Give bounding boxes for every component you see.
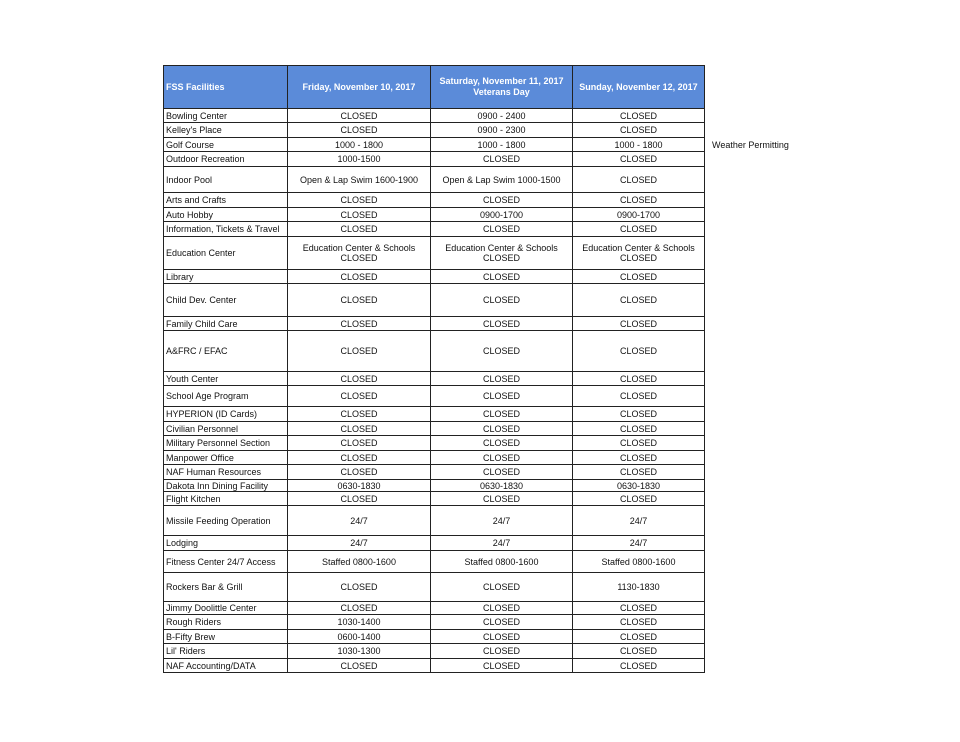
day-date: November 11, 2017 bbox=[482, 76, 564, 86]
hours-text: CLOSED bbox=[619, 271, 657, 282]
hours-text: CLOSED bbox=[340, 409, 378, 419]
hours-text: CLOSED bbox=[619, 631, 657, 642]
hours-cell bbox=[288, 193, 431, 208]
hours-text: CLOSED bbox=[619, 253, 657, 263]
hours-text: CLOSED bbox=[340, 295, 378, 305]
facility-name: HYPERION (ID Cards) bbox=[164, 407, 288, 422]
hours-cell bbox=[288, 237, 431, 270]
hours-text: CLOSED bbox=[619, 617, 657, 627]
hours-text: CLOSED bbox=[340, 660, 378, 671]
hours-cell bbox=[573, 492, 705, 506]
facility-name: Child Dev. Center bbox=[164, 284, 288, 317]
facility-name: School Age Program bbox=[164, 386, 288, 407]
facility-name: Youth Center bbox=[164, 372, 288, 386]
hours-cell bbox=[288, 615, 431, 630]
hours-text: CLOSED bbox=[340, 452, 378, 463]
table-row bbox=[164, 123, 705, 138]
hours-text: CLOSED bbox=[482, 617, 520, 627]
hours-text: CLOSED bbox=[482, 467, 520, 477]
facility-name: Civilian Personnel bbox=[164, 422, 288, 436]
hours-text: CLOSED bbox=[482, 195, 520, 205]
hours-text: CLOSED bbox=[619, 493, 657, 504]
hours-text: CLOSED bbox=[619, 125, 657, 135]
hours-text: CLOSED bbox=[619, 438, 657, 448]
hours-text: CLOSED bbox=[482, 646, 520, 656]
hours-cell bbox=[288, 372, 431, 386]
hours-cell bbox=[573, 167, 705, 193]
hours-text: CLOSED bbox=[340, 195, 378, 205]
hours-text: CLOSED bbox=[340, 373, 378, 384]
day-date: November 12, 2017 bbox=[616, 81, 698, 92]
hours-text: CLOSED bbox=[482, 603, 520, 613]
table-row bbox=[164, 317, 705, 331]
hours-cell bbox=[431, 284, 573, 317]
hours-text: Staffed 0800-1600 bbox=[464, 556, 539, 567]
hours-cell bbox=[573, 506, 705, 536]
hours-text: CLOSED bbox=[340, 603, 378, 613]
hours-cell bbox=[431, 480, 573, 492]
table-row bbox=[164, 331, 705, 372]
table-row bbox=[164, 644, 705, 659]
facility-name: Indoor Pool bbox=[164, 167, 288, 193]
hours-text: CLOSED bbox=[619, 346, 657, 356]
hours-text: CLOSED bbox=[482, 295, 520, 305]
hours-cell bbox=[288, 630, 431, 644]
hours-text: CLOSED bbox=[482, 582, 520, 592]
hours-cell bbox=[573, 630, 705, 644]
table-row bbox=[164, 451, 705, 465]
hours-text: CLOSED bbox=[619, 467, 657, 477]
table-body bbox=[164, 109, 705, 673]
header-row bbox=[164, 66, 705, 109]
hours-text: CLOSED bbox=[482, 154, 520, 164]
hours-cell bbox=[573, 123, 705, 138]
table-row bbox=[164, 193, 705, 208]
hours-cell bbox=[431, 506, 573, 536]
hours-text: CLOSED bbox=[619, 174, 657, 185]
hours-text: 0900-1700 bbox=[479, 209, 524, 220]
hours-cell bbox=[288, 222, 431, 237]
day-holiday: Veterans Day bbox=[473, 87, 530, 97]
hours-text: CLOSED bbox=[340, 423, 378, 434]
hours-text: CLOSED bbox=[482, 423, 520, 434]
hours-text: Staffed 0800-1600 bbox=[601, 556, 676, 567]
hours-cell bbox=[431, 573, 573, 602]
hours-cell bbox=[288, 138, 431, 152]
hours-text: CLOSED bbox=[619, 224, 657, 234]
hours-cell bbox=[288, 284, 431, 317]
hours-text: 24/7 bbox=[492, 538, 511, 548]
table-row bbox=[164, 167, 705, 193]
weather-note: Weather Permitting bbox=[712, 140, 789, 150]
hours-text: CLOSED bbox=[619, 154, 657, 164]
hours-cell bbox=[431, 422, 573, 436]
hours-cell bbox=[573, 222, 705, 237]
hours-text: CLOSED bbox=[482, 660, 520, 671]
hours-cell bbox=[573, 138, 705, 152]
hours-text: Open & Lap Swim 1000-1500 bbox=[442, 174, 561, 185]
table-row bbox=[164, 602, 705, 615]
table-row bbox=[164, 109, 705, 123]
facility-name: NAF Human Resources bbox=[164, 465, 288, 480]
hours-text: 1000 - 1800 bbox=[477, 139, 526, 150]
hours-cell bbox=[288, 422, 431, 436]
hours-text: 24/7 bbox=[350, 515, 368, 526]
hours-text: CLOSED bbox=[482, 438, 520, 448]
hours-text: CLOSED bbox=[340, 582, 378, 592]
hours-cell bbox=[288, 492, 431, 506]
hours-text: CLOSED bbox=[482, 318, 520, 329]
hours-cell bbox=[431, 109, 573, 123]
hours-cell bbox=[573, 659, 705, 673]
hours-text: CLOSED bbox=[340, 318, 378, 329]
hours-text: 1130-1830 bbox=[617, 582, 660, 592]
hours-cell bbox=[431, 331, 573, 372]
hours-text: Open & Lap Swim 1600-1900 bbox=[299, 174, 419, 185]
hours-text: 24/7 bbox=[629, 515, 648, 526]
hours-cell bbox=[431, 193, 573, 208]
hours-cell bbox=[573, 407, 705, 422]
table-row bbox=[164, 386, 705, 407]
hours-cell bbox=[288, 465, 431, 480]
hours-cell bbox=[573, 386, 705, 407]
hours-cell bbox=[288, 208, 431, 222]
hours-cell bbox=[573, 573, 705, 602]
hours-text: CLOSED bbox=[482, 346, 520, 356]
hours-text: CLOSED bbox=[619, 452, 657, 463]
facility-name: Arts and Crafts bbox=[164, 193, 288, 208]
hours-cell bbox=[431, 407, 573, 422]
hours-text: Education Center & Schools bbox=[582, 243, 695, 253]
hours-cell bbox=[431, 615, 573, 630]
day-column-header bbox=[288, 66, 431, 109]
hours-text: CLOSED bbox=[340, 391, 378, 401]
table-row bbox=[164, 138, 705, 152]
hours-text: 0900-1700 bbox=[616, 209, 661, 220]
hours-cell bbox=[431, 138, 573, 152]
hours-cell bbox=[288, 506, 431, 536]
facility-name: Fitness Center 24/7 Access bbox=[164, 551, 288, 573]
hours-text: Education Center & Schools bbox=[445, 243, 558, 253]
hours-cell bbox=[288, 480, 431, 492]
table-row bbox=[164, 615, 705, 630]
day-column-header bbox=[573, 66, 705, 109]
hours-text: CLOSED bbox=[340, 209, 378, 220]
hours-text: CLOSED bbox=[619, 423, 657, 434]
hours-text: 0630-1830 bbox=[616, 480, 661, 491]
hours-text: Education Center & Schools bbox=[302, 243, 416, 253]
hours-cell bbox=[431, 451, 573, 465]
hours-text: CLOSED bbox=[340, 224, 378, 234]
hours-cell bbox=[288, 331, 431, 372]
hours-cell bbox=[573, 109, 705, 123]
hours-cell bbox=[288, 436, 431, 451]
hours-text: CLOSED bbox=[619, 195, 657, 205]
facility-name: Lodging bbox=[164, 536, 288, 551]
hours-cell bbox=[431, 436, 573, 451]
hours-cell bbox=[431, 317, 573, 331]
hours-cell bbox=[431, 152, 573, 167]
hours-cell bbox=[431, 372, 573, 386]
hours-cell bbox=[288, 123, 431, 138]
hours-cell bbox=[288, 167, 431, 193]
hours-text: 1000-1500 bbox=[337, 154, 381, 164]
hours-text: 1000 - 1800 bbox=[334, 139, 384, 150]
facility-column-header: FSS Facilities bbox=[164, 66, 288, 109]
hours-text: 0900 - 2300 bbox=[477, 125, 526, 135]
table-row bbox=[164, 480, 705, 492]
hours-cell bbox=[573, 644, 705, 659]
hours-cell bbox=[573, 615, 705, 630]
hours-cell bbox=[573, 284, 705, 317]
day-column-header bbox=[431, 66, 573, 109]
hours-cell bbox=[573, 317, 705, 331]
table-row bbox=[164, 284, 705, 317]
hours-text: CLOSED bbox=[340, 125, 378, 135]
hours-cell bbox=[573, 237, 705, 270]
day-name: Saturday, bbox=[439, 76, 480, 86]
hours-cell bbox=[288, 152, 431, 167]
hours-cell bbox=[573, 480, 705, 492]
hours-cell bbox=[288, 270, 431, 284]
day-name: Sunday, bbox=[579, 81, 614, 92]
hours-text: CLOSED bbox=[340, 253, 378, 263]
hours-cell bbox=[431, 492, 573, 506]
hours-cell bbox=[573, 551, 705, 573]
hours-table bbox=[163, 65, 705, 673]
hours-text: CLOSED bbox=[619, 603, 657, 613]
hours-text: 0600-1400 bbox=[337, 631, 381, 642]
hours-cell bbox=[288, 317, 431, 331]
table-row bbox=[164, 506, 705, 536]
hours-text: CLOSED bbox=[340, 467, 378, 477]
hours-cell bbox=[431, 536, 573, 551]
hours-text: CLOSED bbox=[482, 373, 520, 384]
table-row bbox=[164, 573, 705, 602]
hours-cell bbox=[573, 436, 705, 451]
table-row bbox=[164, 407, 705, 422]
hours-cell bbox=[431, 208, 573, 222]
hours-text: 24/7 bbox=[492, 515, 511, 526]
hours-text: CLOSED bbox=[482, 409, 520, 419]
hours-cell bbox=[573, 602, 705, 615]
facility-name: B-Fifty Brew bbox=[164, 630, 288, 644]
hours-text: 24/7 bbox=[629, 538, 648, 548]
hours-text: CLOSED bbox=[482, 452, 520, 463]
hours-text: CLOSED bbox=[619, 646, 657, 656]
hours-cell bbox=[431, 602, 573, 615]
facility-name: Golf Course bbox=[164, 138, 288, 152]
hours-cell bbox=[288, 386, 431, 407]
hours-text: CLOSED bbox=[619, 110, 657, 121]
facility-name: A&FRC / EFAC bbox=[164, 331, 288, 372]
table-row bbox=[164, 422, 705, 436]
hours-text: 0900 - 2400 bbox=[477, 110, 526, 121]
hours-cell bbox=[288, 109, 431, 123]
table-row bbox=[164, 237, 705, 270]
facility-name: Information, Tickets & Travel bbox=[164, 222, 288, 237]
hours-cell bbox=[573, 208, 705, 222]
hours-cell bbox=[573, 451, 705, 465]
hours-cell bbox=[431, 167, 573, 193]
hours-text: CLOSED bbox=[482, 224, 520, 234]
table-row bbox=[164, 372, 705, 386]
table-row bbox=[164, 492, 705, 506]
hours-text: CLOSED bbox=[482, 391, 520, 401]
hours-text: 1000 - 1800 bbox=[614, 139, 663, 150]
table-row bbox=[164, 659, 705, 673]
table-row bbox=[164, 152, 705, 167]
day-name: Friday, bbox=[302, 81, 332, 92]
table-row bbox=[164, 208, 705, 222]
hours-cell bbox=[288, 602, 431, 615]
facility-name: Auto Hobby bbox=[164, 208, 288, 222]
hours-text: CLOSED bbox=[340, 271, 378, 282]
facility-name: Flight Kitchen bbox=[164, 492, 288, 506]
hours-cell bbox=[431, 465, 573, 480]
day-date: November 10, 2017 bbox=[333, 81, 416, 92]
hours-text: CLOSED bbox=[482, 271, 520, 282]
hours-text: CLOSED bbox=[619, 295, 657, 305]
hours-cell bbox=[288, 536, 431, 551]
facility-name: Missile Feeding Operation bbox=[164, 506, 288, 536]
table-row bbox=[164, 270, 705, 284]
hours-text: CLOSED bbox=[482, 493, 520, 504]
hours-cell bbox=[573, 331, 705, 372]
hours-cell bbox=[573, 536, 705, 551]
hours-cell bbox=[431, 551, 573, 573]
hours-cell bbox=[573, 465, 705, 480]
hours-cell bbox=[573, 193, 705, 208]
hours-text: CLOSED bbox=[340, 346, 378, 356]
hours-text: 1030-1400 bbox=[337, 617, 381, 627]
hours-cell bbox=[573, 422, 705, 436]
facility-name: Education Center bbox=[164, 237, 288, 270]
hours-text: CLOSED bbox=[340, 493, 378, 504]
hours-cell bbox=[288, 451, 431, 465]
facility-name: Bowling Center bbox=[164, 109, 288, 123]
facility-name: Manpower Office bbox=[164, 451, 288, 465]
hours-cell bbox=[431, 237, 573, 270]
hours-text: CLOSED bbox=[340, 438, 378, 448]
hours-cell bbox=[288, 551, 431, 573]
facility-name: Rough Riders bbox=[164, 615, 288, 630]
facility-name: Lil' Riders bbox=[164, 644, 288, 659]
hours-text: CLOSED bbox=[619, 318, 657, 329]
facility-name: Military Personnel Section bbox=[164, 436, 288, 451]
table-row bbox=[164, 465, 705, 480]
facility-name: Family Child Care bbox=[164, 317, 288, 331]
hours-cell bbox=[573, 152, 705, 167]
hours-cell bbox=[288, 573, 431, 602]
hours-cell bbox=[288, 644, 431, 659]
hours-cell bbox=[288, 407, 431, 422]
hours-text: 1030-1300 bbox=[337, 646, 381, 656]
hours-cell bbox=[288, 659, 431, 673]
hours-text: Staffed 0800-1600 bbox=[322, 556, 396, 567]
facility-name: Jimmy Doolittle Center bbox=[164, 602, 288, 615]
table-row bbox=[164, 551, 705, 573]
hours-text: CLOSED bbox=[619, 391, 657, 401]
table-row bbox=[164, 536, 705, 551]
hours-text: CLOSED bbox=[482, 253, 520, 263]
hours-text: CLOSED bbox=[619, 409, 657, 419]
hours-text: 0630-1830 bbox=[479, 480, 524, 491]
hours-cell bbox=[431, 659, 573, 673]
hours-text: CLOSED bbox=[482, 631, 520, 642]
hours-cell bbox=[431, 123, 573, 138]
hours-cell bbox=[431, 386, 573, 407]
hours-text: CLOSED bbox=[619, 373, 657, 384]
facility-name: Rockers Bar & Grill bbox=[164, 573, 288, 602]
hours-text: 0630-1830 bbox=[337, 480, 381, 491]
table-header bbox=[164, 66, 705, 109]
facility-name: Kelley's Place bbox=[164, 123, 288, 138]
facility-name: Dakota Inn Dining Facility bbox=[164, 480, 288, 492]
hours-cell bbox=[431, 270, 573, 284]
hours-text: CLOSED bbox=[619, 660, 657, 671]
facility-name: Outdoor Recreation bbox=[164, 152, 288, 167]
hours-cell bbox=[431, 644, 573, 659]
table-row bbox=[164, 436, 705, 451]
hours-text: 24/7 bbox=[350, 538, 368, 548]
facility-name: NAF Accounting/DATA bbox=[164, 659, 288, 673]
hours-text: CLOSED bbox=[340, 110, 378, 121]
facility-name: Library bbox=[164, 270, 288, 284]
hours-cell bbox=[573, 270, 705, 284]
table-row bbox=[164, 222, 705, 237]
table-row bbox=[164, 630, 705, 644]
hours-cell bbox=[573, 372, 705, 386]
hours-cell bbox=[431, 222, 573, 237]
hours-cell bbox=[431, 630, 573, 644]
